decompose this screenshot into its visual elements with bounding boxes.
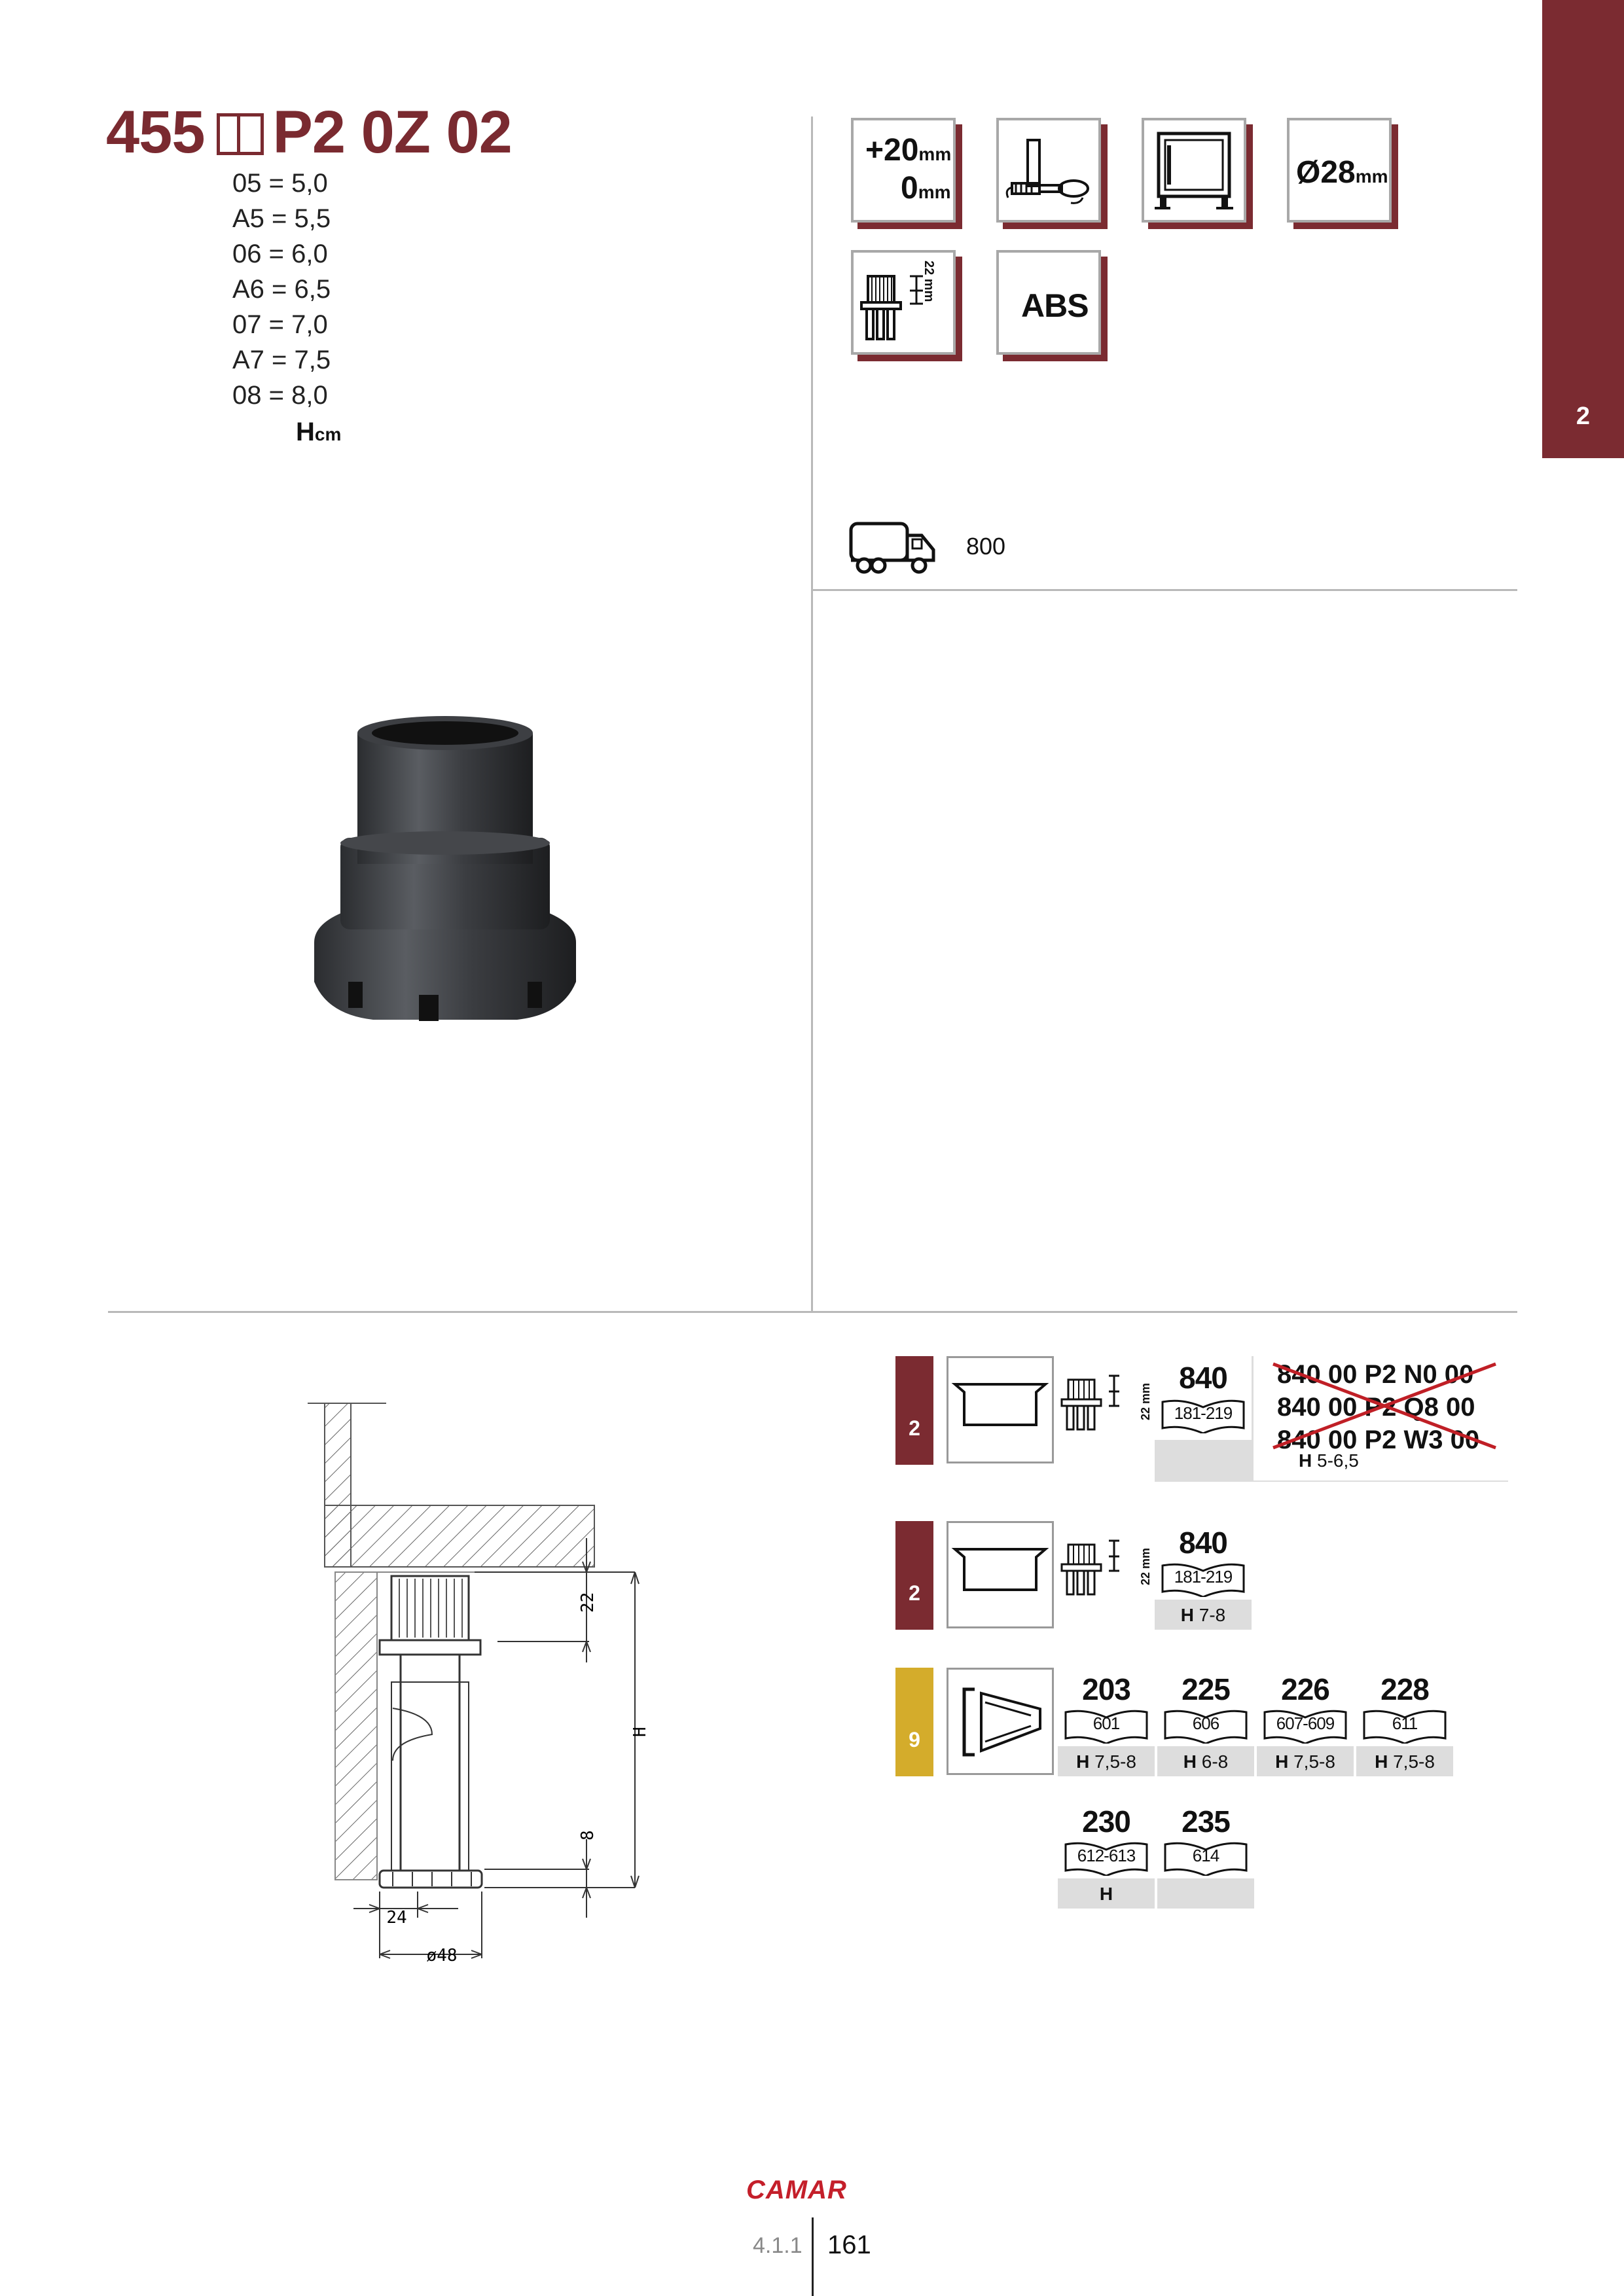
height-option: 05 = 5,0 bbox=[232, 169, 328, 198]
adjustment-key-tile bbox=[996, 118, 1101, 223]
product-image bbox=[301, 707, 589, 1047]
code-variant-2: 840 00 P2 Q8 00 bbox=[1277, 1393, 1475, 1422]
plinth-clip-tile bbox=[851, 250, 956, 355]
title-prefix: 455 bbox=[106, 99, 205, 166]
ref-cell-225: 225 606 H 6-8 bbox=[1157, 1668, 1254, 1776]
plinth-profile-tile-row2 bbox=[947, 1521, 1054, 1628]
h-range-row1: H 5-6,5 bbox=[1299, 1450, 1359, 1471]
chapter-tab bbox=[1542, 0, 1624, 458]
code-variant-1: 840 00 P2 N0 00 bbox=[1277, 1360, 1474, 1389]
clip-icon-row2 bbox=[1060, 1537, 1126, 1615]
mm22-label-row1: 22 mm bbox=[1139, 1382, 1152, 1420]
code-variants-cell bbox=[1252, 1356, 1508, 1480]
code-variant-3: 840 00 P2 W3 00 bbox=[1277, 1426, 1480, 1454]
dim-h: H bbox=[630, 1727, 650, 1737]
technical-drawing bbox=[301, 1394, 720, 1983]
height-option: 06 = 6,0 bbox=[232, 240, 328, 268]
adjustment-key-icon bbox=[1003, 126, 1094, 217]
category-badge-row1: 2 bbox=[895, 1356, 933, 1465]
title-suffix: P2 0Z 02 bbox=[272, 99, 512, 166]
divider-horizontal-top bbox=[812, 589, 1517, 591]
material-label: ABS bbox=[1021, 287, 1089, 324]
ref-cell-228: 228 611 H 7,5-8 bbox=[1356, 1668, 1453, 1776]
material-tile bbox=[996, 250, 1101, 355]
height-option: A5 = 5,5 bbox=[232, 204, 331, 233]
mm22-label: 22 mm bbox=[922, 260, 936, 302]
mm22-label-row2: 22 mm bbox=[1139, 1547, 1152, 1585]
ref-cell-840-row2: 840 181-219 H 7-8 bbox=[1155, 1521, 1252, 1630]
adjustment-range-tile: +20mm 0mm bbox=[851, 118, 956, 223]
category-badge-row2: 2 bbox=[895, 1521, 933, 1630]
height-unit: Hcm bbox=[296, 418, 342, 446]
camar-logo: CAMAR bbox=[746, 2176, 847, 2204]
dim-22: 22 bbox=[578, 1592, 598, 1613]
category-badge-row3: 9 bbox=[895, 1668, 933, 1776]
divider-horizontal-bottom bbox=[108, 1311, 1517, 1313]
shipping-quantity: 800 bbox=[966, 533, 1006, 560]
clip-icon-row1 bbox=[1060, 1372, 1126, 1450]
ref-cell-230: 230 612-613 H bbox=[1058, 1800, 1155, 1909]
ref-cell-840-row1: 840 181-219 bbox=[1155, 1356, 1252, 1482]
plinth-profile-tile-row1 bbox=[947, 1356, 1054, 1463]
plinth-profile-icon bbox=[948, 1358, 1052, 1462]
ref-cell-203: 203 601 H 7,5-8 bbox=[1058, 1668, 1155, 1776]
ref-cell-235: 235 614 bbox=[1157, 1800, 1254, 1909]
appliance-icon bbox=[1151, 127, 1237, 213]
plinth-profile-icon bbox=[948, 1523, 1052, 1626]
product-code-title bbox=[106, 98, 512, 167]
divider-vertical bbox=[811, 117, 813, 1311]
height-code-placeholder-icon bbox=[217, 113, 264, 155]
leg-clip-tile bbox=[947, 1668, 1054, 1775]
section-number: 4.1.1 bbox=[753, 2233, 803, 2258]
chapter-tab-label: 2 bbox=[1576, 403, 1591, 430]
truck-icon bbox=[848, 521, 939, 576]
footer-divider bbox=[812, 2217, 814, 2296]
height-option: A7 = 7,5 bbox=[232, 346, 331, 374]
dim-8: 8 bbox=[578, 1830, 598, 1840]
appliance-tile bbox=[1142, 118, 1246, 223]
leg-clip-icon bbox=[948, 1670, 1052, 1773]
height-option: A6 = 6,5 bbox=[232, 275, 331, 304]
strike-cross-icon bbox=[1267, 1357, 1502, 1456]
page-number: 161 bbox=[827, 2231, 871, 2259]
height-option: 07 = 7,0 bbox=[232, 310, 328, 339]
ref-cell-226: 226 607-609 H 7,5-8 bbox=[1257, 1668, 1354, 1776]
dim-48: ø48 bbox=[426, 1946, 458, 1965]
diameter-tile: Ø28mm bbox=[1287, 118, 1392, 223]
height-option: 08 = 8,0 bbox=[232, 381, 328, 410]
dim-24: 24 bbox=[386, 1908, 407, 1928]
